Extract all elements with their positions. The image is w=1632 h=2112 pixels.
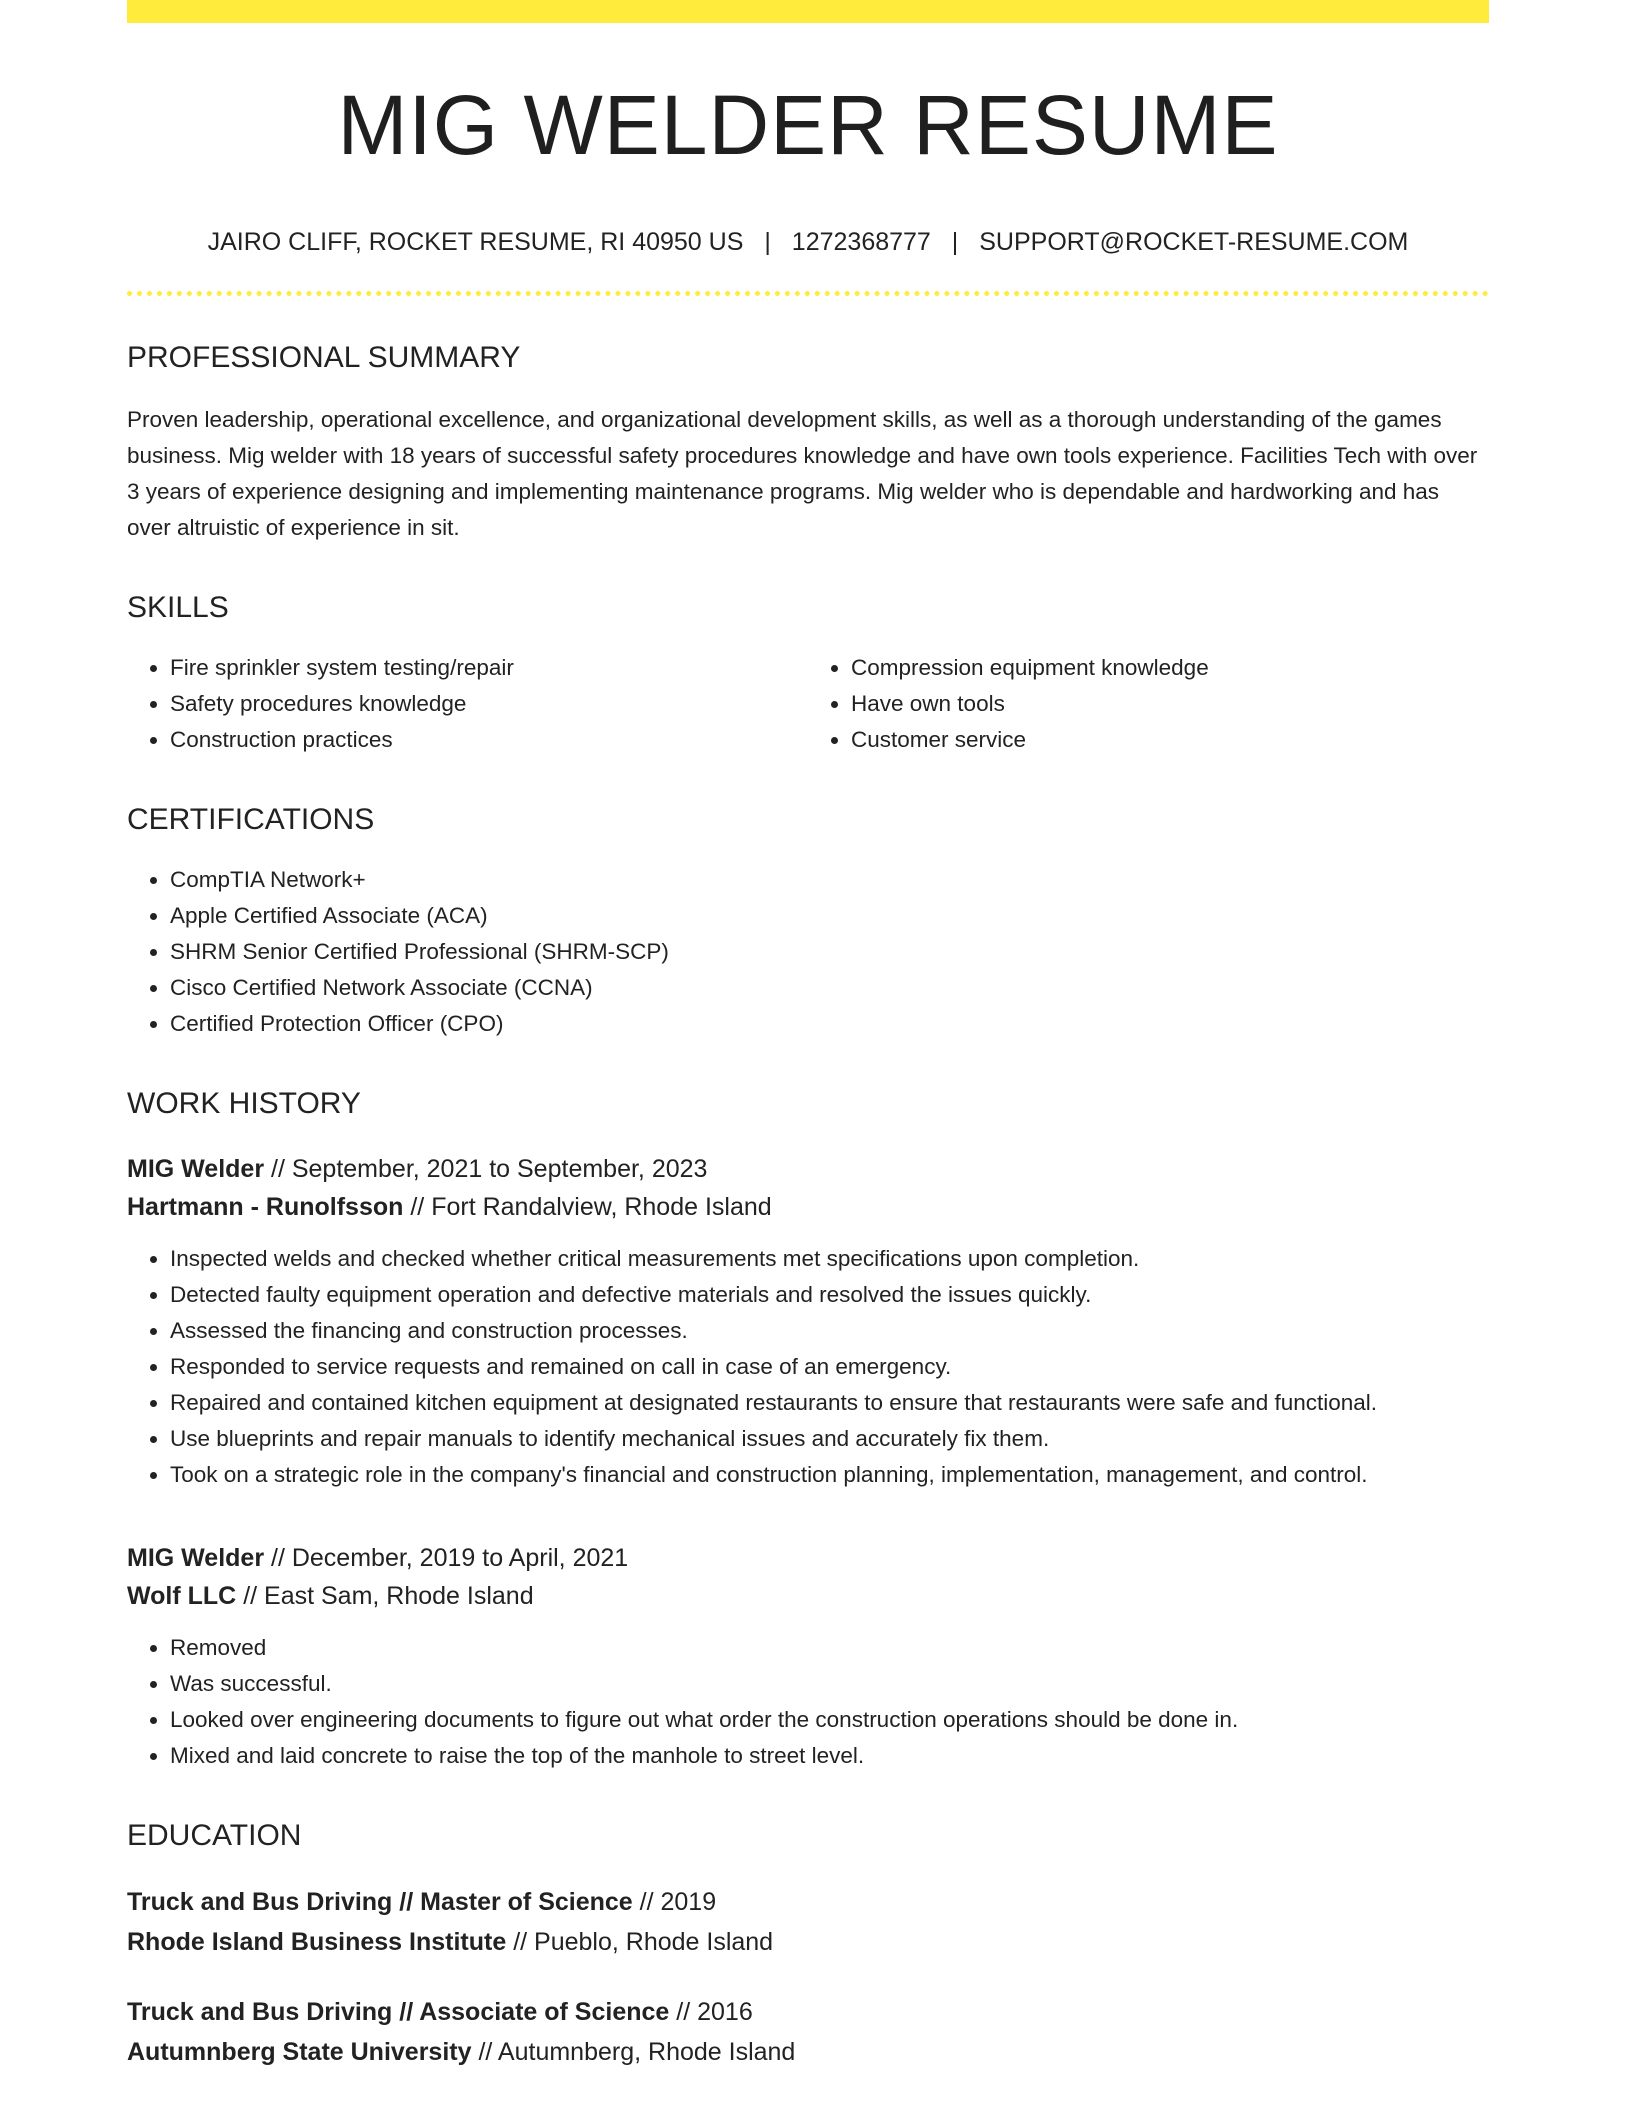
job-title-line — [127, 1150, 1489, 1188]
summary-heading: PROFESSIONAL SUMMARY — [127, 341, 521, 374]
education-degree-line — [127, 1992, 1489, 2032]
skills-list-left — [127, 650, 808, 758]
education-school-line — [127, 2032, 1489, 2072]
job-location: // East Sam, Rhode Island — [243, 1582, 534, 1610]
work-history-heading: WORK HISTORY — [127, 1087, 361, 1120]
job-dates: // September, 2021 to September, 2023 — [271, 1155, 708, 1183]
list-item: • Have own tools — [851, 686, 1489, 722]
list-item: • Mixed and laid concrete to raise the top of the manhole to street level. — [170, 1738, 1489, 1774]
job-title: MIG Welder — [127, 1544, 265, 1572]
contact-phone: 1272368777 — [791, 228, 931, 256]
education-entry — [127, 1992, 1489, 2072]
list-item: • CompTIA Network+ — [170, 862, 1489, 898]
list-item: • Was successful. — [170, 1666, 1489, 1702]
contact-separator: | — [951, 228, 959, 256]
job-title-line — [127, 1539, 1489, 1577]
list-item: • Assessed the financing and construction processes. — [170, 1313, 1489, 1349]
education-heading: EDUCATION — [127, 1819, 302, 1852]
list-item: • Certified Protection Officer (CPO) — [170, 1006, 1489, 1042]
contact-address: JAIRO CLIFF, ROCKET RESUME, RI 40950 US — [207, 228, 744, 256]
list-item: • Inspected welds and checked whether critical measurements met specifications upon completion. — [170, 1241, 1489, 1277]
list-item: • Looked over engineering documents to figure out what order the construction operations should be done in. — [170, 1702, 1489, 1738]
list-item: • Construction practices — [170, 722, 808, 758]
list-item: • Use blueprints and repair manuals to identify mechanical issues and accurately fix them. — [170, 1421, 1489, 1457]
education-year: // 2016 — [676, 1998, 753, 2026]
dotted-divider — [127, 291, 1489, 296]
resume-title: MIG WELDER RESUME — [337, 78, 1279, 172]
list-item: • Fire sprinkler system testing/repair — [170, 650, 808, 686]
list-item: • SHRM Senior Certified Professional (SHRM-SCP) — [170, 934, 1489, 970]
certifications-heading: CERTIFICATIONS — [127, 803, 375, 836]
list-item: • Removed — [170, 1630, 1489, 1666]
list-item: • Cisco Certified Network Associate (CCNA) — [170, 970, 1489, 1006]
top-accent-bar — [127, 0, 1489, 23]
skills-list-right — [808, 650, 1489, 758]
education-degree: Truck and Bus Driving // Master of Science — [127, 1888, 633, 1916]
list-item: • Safety procedures knowledge — [170, 686, 808, 722]
contact-line — [127, 227, 1489, 257]
job-bullets — [127, 1630, 1489, 1774]
education-entry — [127, 1882, 1489, 1962]
job-entry — [127, 1150, 1489, 1493]
job-bullets — [127, 1241, 1489, 1493]
summary-text: Proven leadership, operational excellence, and organizational development skills, as well as a thorough understanding of the games business. Mig welder with 18 years of successful safety procedures knowledge and have own tools experience. Facilities Tech with over 3 years of experience designing and implementing maintenance programs. Mig welder who is dependable and hardworking and has over altruistic of experience in sit. — [127, 407, 1478, 540]
list-item: • Apple Certified Associate (ACA) — [170, 898, 1489, 934]
job-company: Hartmann - Runolfsson — [127, 1193, 404, 1221]
contact-email: SUPPORT@ROCKET-RESUME.COM — [979, 228, 1409, 256]
job-title: MIG Welder — [127, 1155, 265, 1183]
education-year: // 2019 — [639, 1888, 717, 1916]
education-degree: Truck and Bus Driving // Associate of Science — [127, 1998, 670, 2026]
job-company-line — [127, 1188, 1489, 1226]
job-company-line — [127, 1577, 1489, 1615]
education-degree-line — [127, 1882, 1489, 1922]
education-school-line — [127, 1922, 1489, 1962]
list-item: • Repaired and contained kitchen equipment at designated restaurants to ensure that restaurants were safe and functional. — [170, 1385, 1489, 1421]
list-item: • Detected faulty equipment operation and defective materials and resolved the issues quickly. — [170, 1277, 1489, 1313]
education-school: Rhode Island Business Institute — [127, 1928, 507, 1956]
education-location: // Autumnberg, Rhode Island — [478, 2038, 796, 2066]
list-item: • Took on a strategic role in the company's financial and construction planning, implementation, management, and control. — [170, 1457, 1489, 1493]
job-dates: // December, 2019 to April, 2021 — [271, 1544, 629, 1572]
list-item: • Compression equipment knowledge — [851, 650, 1489, 686]
job-entry — [127, 1539, 1489, 1774]
contact-separator: | — [764, 228, 771, 256]
education-school: Autumnberg State University — [127, 2038, 472, 2066]
list-item: • Responded to service requests and remained on call in case of an emergency. — [170, 1349, 1489, 1385]
resume-content — [127, 0, 1489, 2072]
job-location: // Fort Randalview, Rhode Island — [410, 1193, 772, 1221]
certifications-list — [127, 862, 1489, 1042]
skills-grid — [127, 650, 1489, 758]
education-location: // Pueblo, Rhode Island — [513, 1928, 774, 1956]
skills-heading: SKILLS — [127, 591, 229, 624]
list-item: • Customer service — [851, 722, 1489, 758]
job-company: Wolf LLC — [127, 1582, 237, 1610]
